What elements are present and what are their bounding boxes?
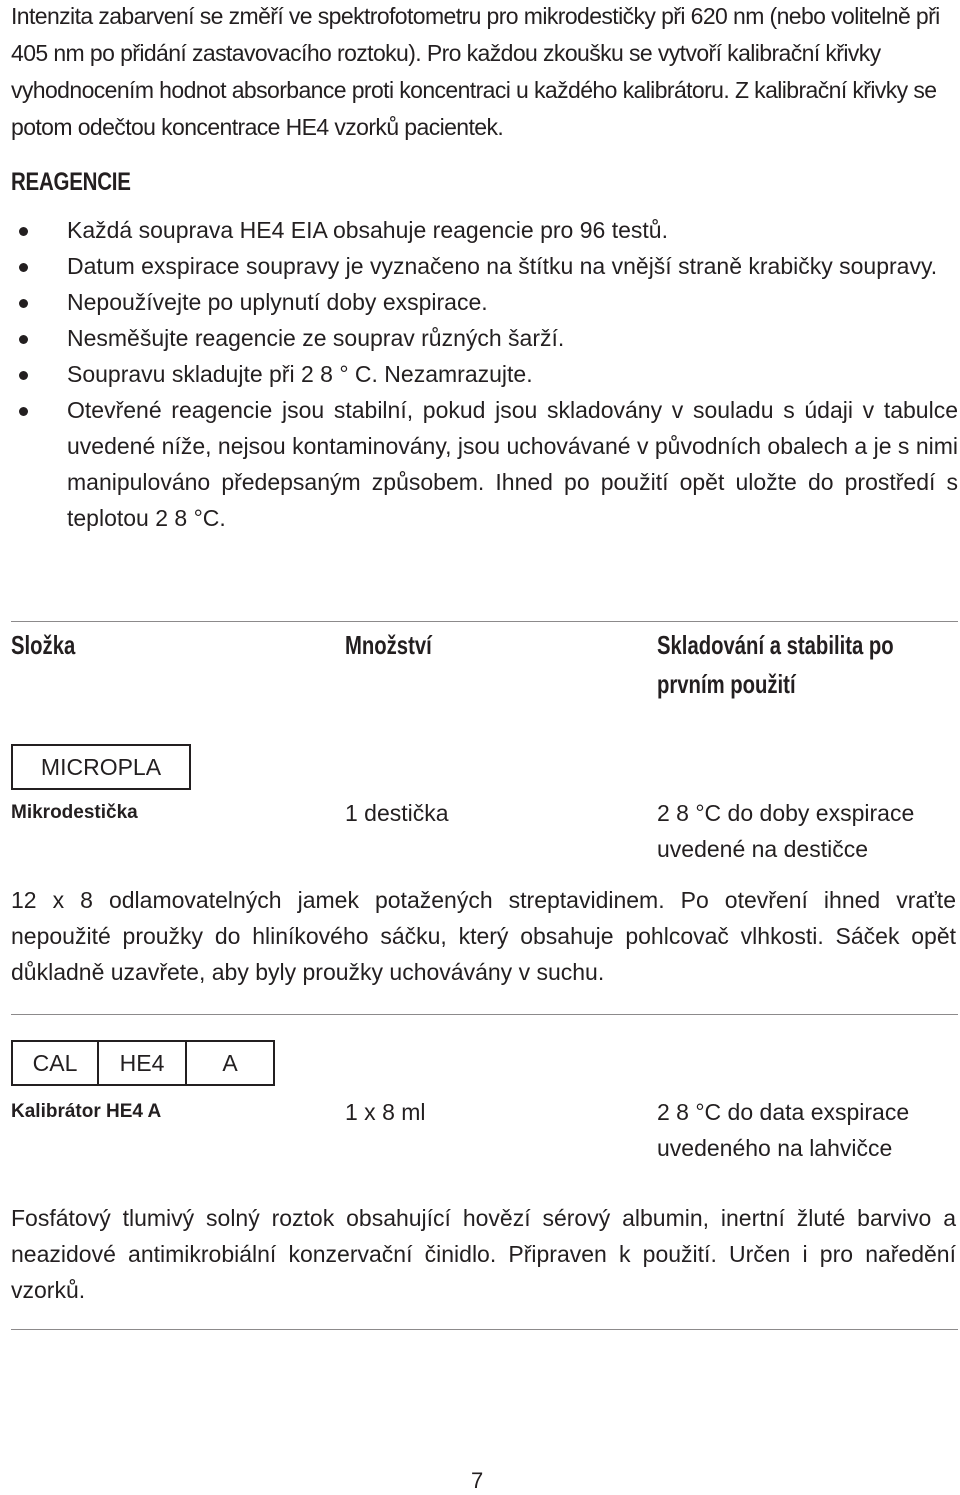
bullet-text: Každá souprava HE4 EIA obsahuje reagencie pro 96 testů. (67, 217, 668, 243)
symbol-cell: HE4 (99, 1042, 187, 1084)
symbol-box-cal-he4-a (11, 1040, 275, 1086)
component-description: Fosfátový tlumivý solný roztok obsahující hovězí sérový albumin, inertní žluté barvivo a neazidové antimikrobiální konzervační činidlo. Připraven k použití. Určen i pro naředění vzorků. (11, 1205, 956, 1303)
symbol-box-micropla (11, 744, 191, 790)
table-top-rule (11, 621, 958, 622)
bullet-item (11, 320, 958, 356)
intro-paragraph: Intenzita zabarvení se změří ve spektrofotometru pro mikrodestičky při 620 nm (nebo volitelně při 405 nm po přidání zastavovacího roztoku). Pro každou zkoušku se vytvoří kalibrační křivky vyhodnocením hodnot absorbance proti koncentraci u každého kalibrátoru. Z kalibrační křivky se potom odečtou koncentrace HE4 vzorků pacientek. (11, 3, 940, 140)
component-name: Mikrodestička (11, 802, 138, 823)
row-divider (11, 1014, 958, 1015)
bullet-item (11, 284, 958, 320)
component-description: 12 x 8 odlamovatelných jamek potažených streptavidinem. Po otevření ihned vraťte nepoužité proužky do hliníkového sáčku, který obsahuje pohlcovač vlhkosti. Sáček opět důkladně uzavřete, aby byly proužky uchovávány v suchu. (11, 887, 956, 985)
table-bottom-rule (11, 1329, 958, 1330)
bullet-dot-icon (19, 227, 28, 236)
reagent-bullet-list (11, 212, 958, 536)
bullet-item (11, 356, 958, 392)
symbol-cell: CAL (13, 1042, 99, 1084)
symbol-cell: MICROPLA (40, 753, 162, 780)
bullet-dot-icon (19, 407, 28, 416)
bullet-dot-icon (19, 335, 28, 344)
component-storage: 2 8 °C do doby exspirace uvedené na destičce (657, 800, 915, 862)
bullet-text: Nepoužívejte po uplynutí doby exspirace. (67, 289, 488, 315)
bullet-dot-icon (19, 371, 28, 380)
component-name: Kalibrátor HE4 A (11, 1101, 162, 1122)
symbol-cell: A (222, 1049, 238, 1076)
section-heading-reagencie: REAGENCIE (11, 168, 131, 196)
column-header-storage: Skladování a stabilita po prvním použití (657, 630, 894, 699)
bullet-item (11, 392, 958, 536)
component-quantity: 1 destička (345, 800, 449, 826)
bullet-text: Otevřené reagencie jsou stabilní, pokud jsou skladovány v souladu s údaji v tabulce uvedené níže, nejsou kontaminovány, jsou uchovávané v původních obalech a je s nimi manipulováno předepsaným způsobem. Ihned po použití opět uložte do prostředí s teplotou 2 8 °C. (67, 397, 958, 531)
bullet-item (11, 248, 958, 284)
component-quantity: 1 x 8 ml (345, 1099, 426, 1125)
bullet-text: Soupravu skladujte při 2 8 ° C. Nezamrazujte. (67, 361, 533, 387)
component-storage: 2 8 °C do data exspirace uvedeného na lahvičce (657, 1099, 910, 1161)
column-header-component: Složka (11, 630, 76, 660)
bullet-text: Datum exspirace soupravy je vyznačeno na štítku na vnější straně krabičky soupravy. (67, 253, 938, 279)
column-header-quantity: Množství (345, 630, 432, 660)
bullet-text: Nesměšujte reagencie ze souprav různých šarží. (67, 325, 565, 351)
bullet-item (11, 212, 958, 248)
bullet-dot-icon (19, 299, 28, 308)
page-number: 7 (471, 1468, 484, 1493)
bullet-dot-icon (19, 263, 28, 272)
